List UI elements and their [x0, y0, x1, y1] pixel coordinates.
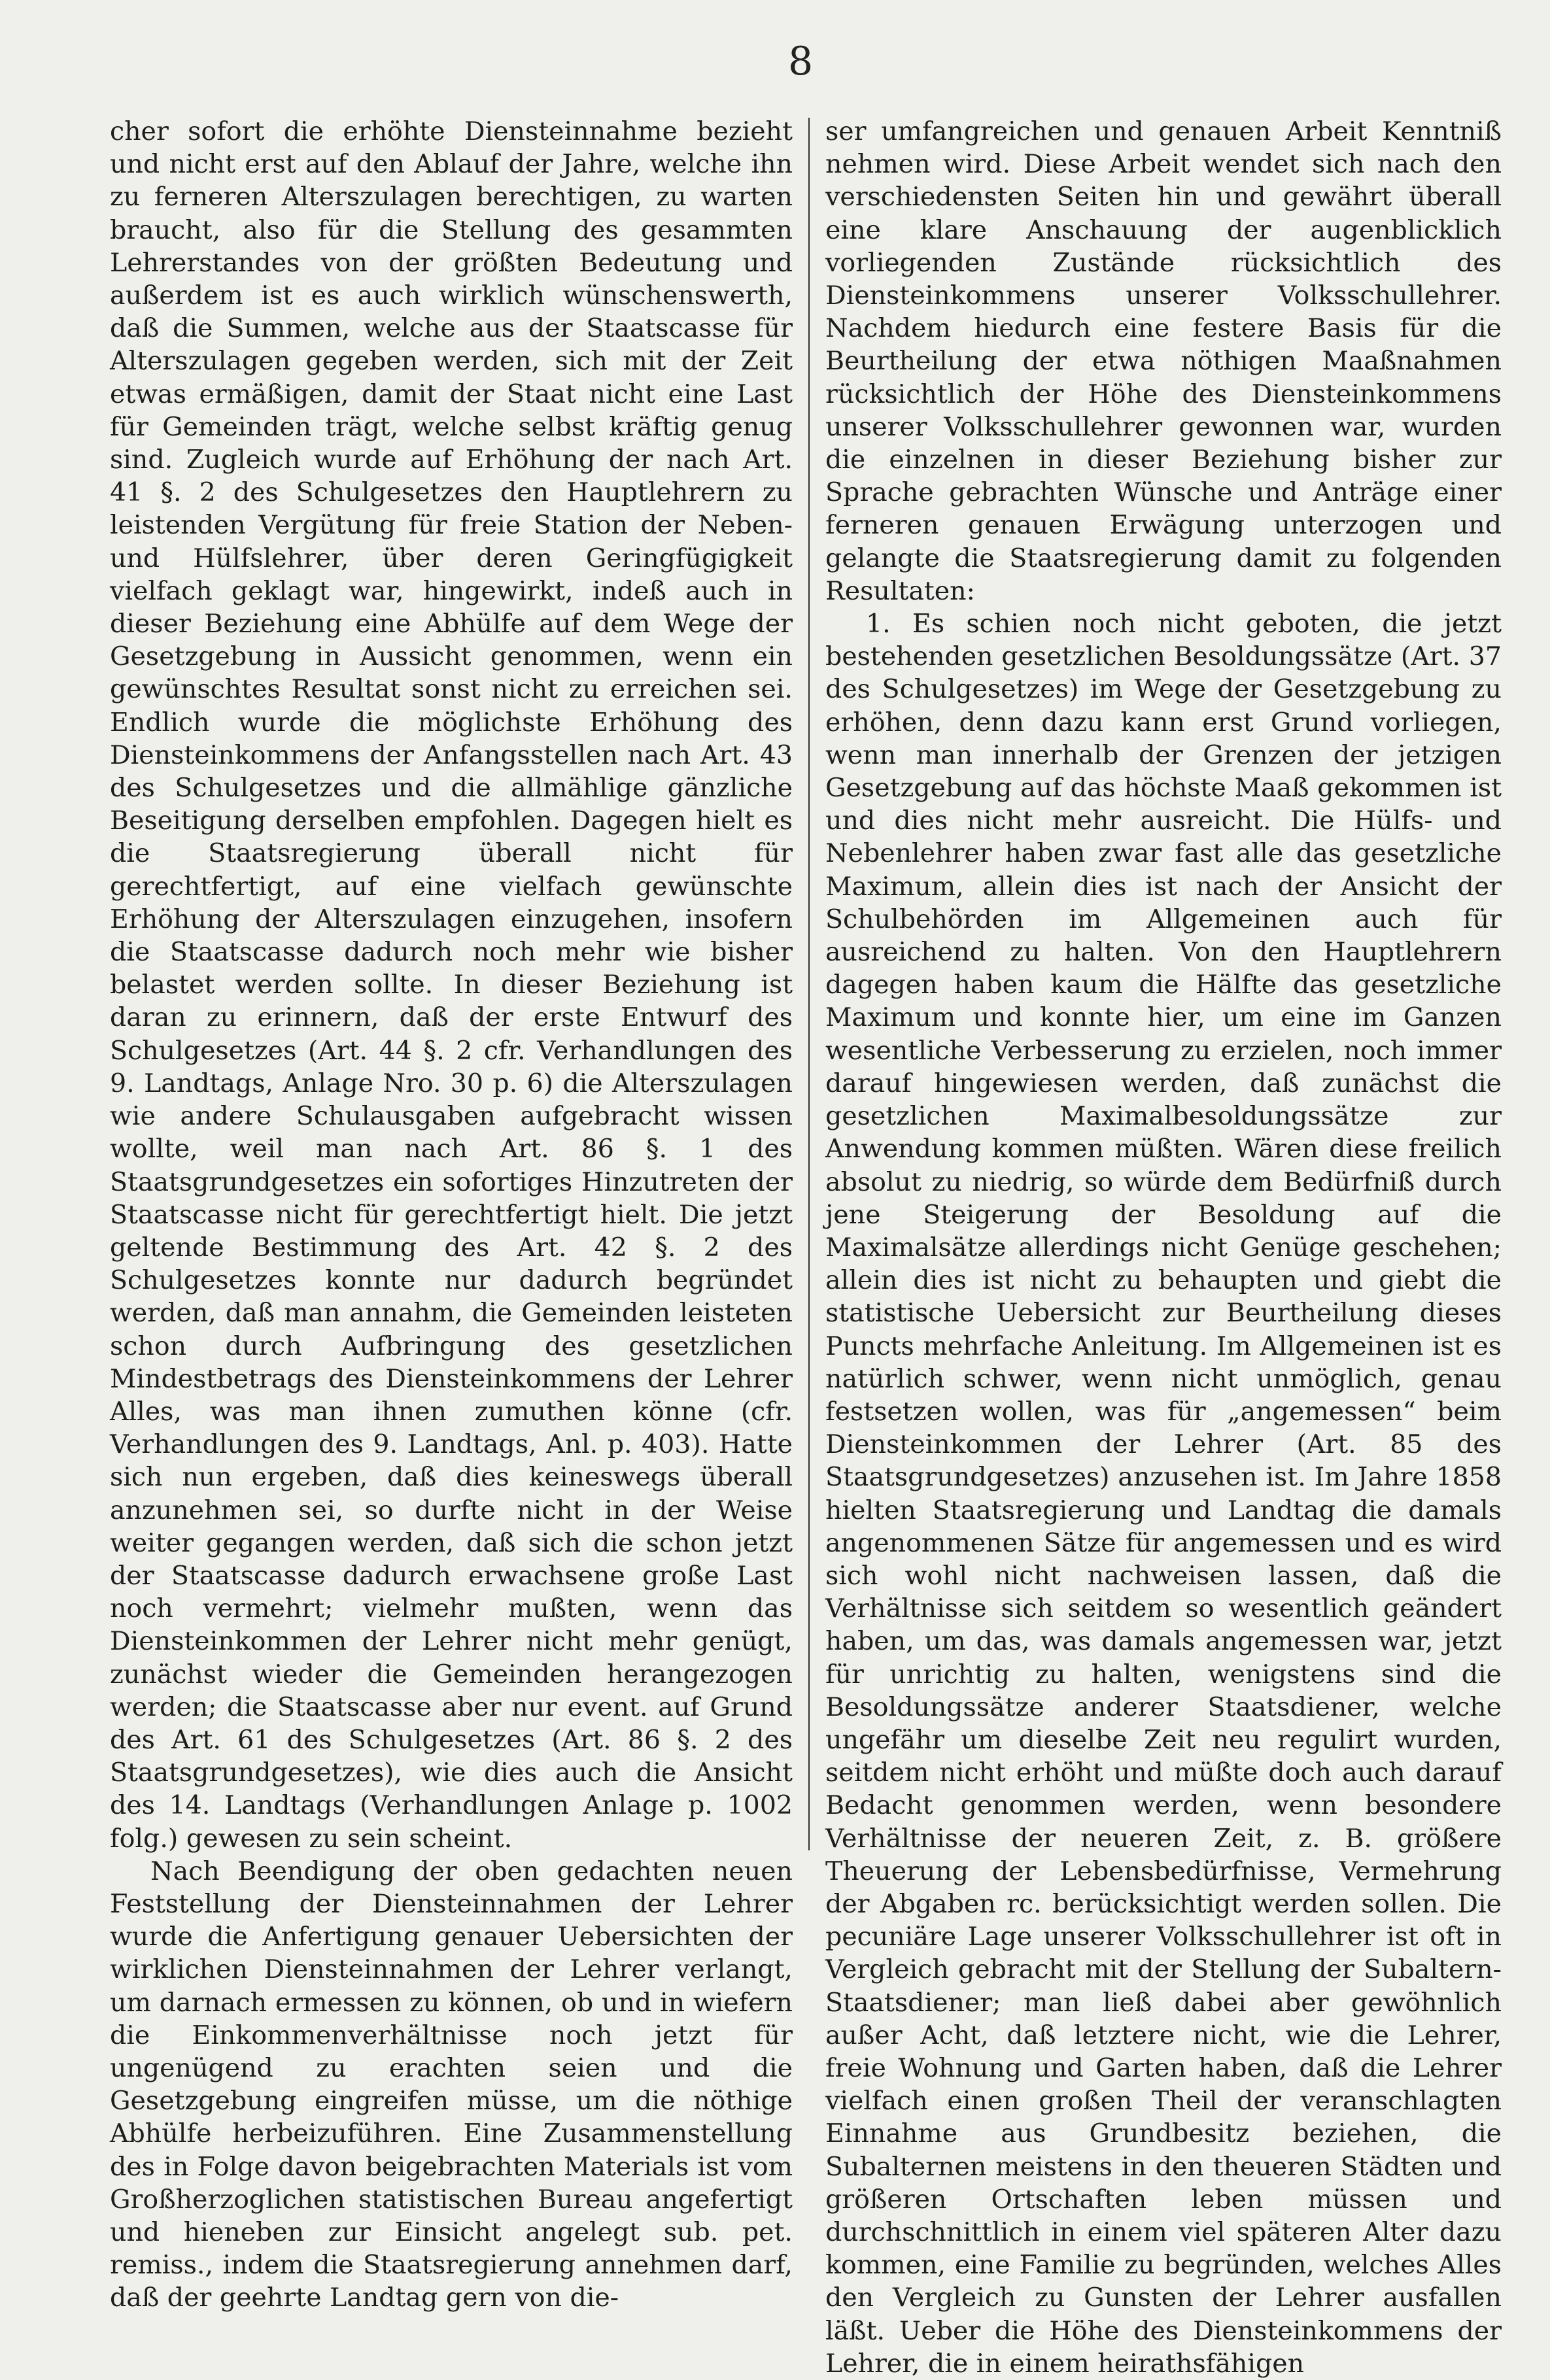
right-text-column [825, 115, 1502, 2379]
column-divider [808, 118, 810, 1850]
page-number: 8 [788, 39, 814, 84]
left-text-column [110, 115, 793, 2313]
paragraph: 1. Es schien noch nicht geboten, die jetzt bestehenden gesetzlichen Besoldungssätze (Art. 37 des Schulgesetzes) im Wege der Gesetzgebung zu erhöhen, denn dazu kann erst Grund vorliegen, wenn man innerhalb der Grenzen der jetzigen Gesetzgebung auf das höchste Maaß gekommen ist und dies nicht mehr ausreicht. Die Hülfs- und Nebenlehrer haben zwar fast alle das gesetzliche Maximum, allein dies ist nach der Ansicht der Schulbehörden im Allgemeinen auch für ausreichend zu halten. Von den Hauptlehrern dagegen haben kaum die Hälfte das gesetzliche Maximum und konnte hier, um eine im Ganzen wesentliche Verbesserung zu erzielen, noch immer darauf hingewiesen werden, daß zunächst die gesetzlichen Maximalbesoldungssätze zur Anwendung kommen müßten. Wären diese freilich absolut zu niedrig, so würde dem Bedürfniß durch jene Steigerung der Besoldung auf die Maximalsätze allerdings nicht Genüge geschehen; allein dies ist nicht zu behaupten und giebt die statistische Uebersicht zur Beurtheilung dieses Puncts mehrfache Anleitung. Im Allgemeinen ist es natürlich schwer, wenn nicht unmöglich, genau festsetzen wollen, was für „angemessen“ beim Diensteinkommen der Lehrer (Art. 85 des Staatsgrundgesetzes) anzusehen ist. Im Jahre 1858 hielten Staatsregierung und Landtag die damals angenommenen Sätze für angemessen und es wird sich wohl nicht nachweisen lassen, daß die Verhältnisse sich seitdem so wesentlich geändert haben, um das, was damals angemessen war, jetzt für unrichtig zu halten, wenigstens sind die Besoldungssätze anderer Staatsdiener, welche ungefähr um dieselbe Zeit neu regulirt wurden, seitdem nicht erhöht und müßte doch auch darauf Bedacht genommen werden, wenn besondere Verhältnisse der neueren Zeit, z. B. größere Theuerung der Lebensbedürfnisse, Vermehrung der Abgaben rc. berücksichtigt werden sollen. Die pecuniäre Lage unserer Volksschullehrer ist oft in Vergleich gebracht mit der Stellung der Subaltern-Staatsdiener; man ließ dabei aber gewöhnlich außer Acht, daß letztere nicht, wie die Lehrer, freie Wohnung und Garten haben, daß die Lehrer vielfach einen großen Theil der veranschlagten Einnahme aus Grundbesitz beziehen, die Subalternen meistens in den theueren Städten und größeren Ortschaften leben müssen und durchschnittlich in einem viel späteren Alter dazu kommen, eine Familie zu begründen, welches Alles den Vergleich zu Gunsten der Lehrer ausfallen läßt. Ueber die Höhe des Diensteinkommens der Lehrer, die in einem heirathsfähigen [825, 609, 1502, 2379]
paragraph: ser umfangreichen und genauen Arbeit Kenntniß nehmen wird. Diese Arbeit wendet sich nach den verschiedensten Seiten hin und gewährt überall eine klare Anschauung der augenblicklich vorliegenden Zustände rücksichtlich des Diensteinkommens unserer Volksschullehrer. Nachdem hiedurch eine festere Basis für die Beurtheilung der etwa nöthigen Maaßnahmen rücksichtlich der Höhe des Diensteinkommens unserer Volksschullehrer gewonnen war, wurden die einzelnen in dieser Beziehung bisher zur Sprache gebrachten Wünsche und Anträge einer ferneren genauen Erwägung unterzogen und gelangte die Staatsregierung damit zu folgenden Resultaten: [825, 116, 1502, 606]
paragraph: Nach Beendigung der oben gedachten neuen Feststellung der Diensteinnahmen der Lehrer wurde die Anfertigung genauer Uebersichten der wirklichen Diensteinnahmen der Lehrer verlangt, um darnach ermessen zu können, ob und in wiefern die Einkommenverhältnisse noch jetzt für ungenügend zu erachten seien und die Gesetzgebung eingreifen müsse, um die nöthige Abhülfe herbeizuführen. Eine Zusammenstellung des in Folge davon beigebrachten Materials ist vom Großherzoglichen statistischen Bureau angefertigt und hieneben zur Einsicht angelegt sub. pet. remiss., indem die Staatsregierung annehmen darf, daß der geehrte Landtag gern von die- [110, 1856, 793, 2313]
paragraph: cher sofort die erhöhte Diensteinnahme bezieht und nicht erst auf den Ablauf der Jahre, welche ihn zu ferneren Alterszulagen berechtigen, zu warten braucht, also für die Stellung des gesammten Lehrerstandes von der größten Bedeutung und außerdem ist es auch wirklich wünschenswerth, daß die Summen, welche aus der Staatscasse für Alterszulagen gegeben werden, sich mit der Zeit etwas ermäßigen, damit der Staat nicht eine Last für Gemeinden trägt, welche selbst kräftig genug sind. Zugleich wurde auf Erhöhung der nach Art. 41 §. 2 des Schulgesetzes den Hauptlehrern zu leistenden Vergütung für freie Station der Neben- und Hülfslehrer, über deren Geringfügigkeit vielfach geklagt war, hingewirkt, indeß auch in dieser Beziehung eine Abhülfe auf dem Wege der Gesetzgebung in Aussicht genommen, wenn ein gewünschtes Resultat sonst nicht zu erreichen sei. Endlich wurde die möglichste Erhöhung des Diensteinkommens der Anfangsstellen nach Art. 43 des Schulgesetzes und die allmählige gänzliche Beseitigung derselben empfohlen. Dagegen hielt es die Staatsregierung überall nicht für gerechtfertigt, auf eine vielfach gewünschte Erhöhung der Alterszulagen einzugehen, insofern die Staatscasse dadurch noch mehr wie bisher belastet werden sollte. In dieser Beziehung ist daran zu erinnern, daß der erste Entwurf des Schulgesetzes (Art. 44 §. 2 cfr. Verhandlungen des 9. Landtags, Anlage Nro. 30 p. 6) die Alterszulagen wie andere Schulausgaben aufgebracht wissen wollte, weil man nach Art. 86 §. 1 des Staatsgrundgesetzes ein sofortiges Hinzutreten der Staatscasse nicht für gerechtfertigt hielt. Die jetzt geltende Bestimmung des Art. 42 §. 2 des Schulgesetzes konnte nur dadurch begründet werden, daß man annahm, die Gemeinden leisteten schon durch Aufbringung des gesetzlichen Mindestbetrags des Diensteinkommens der Lehrer Alles, was man ihnen zumuthen könne (cfr. Verhandlungen des 9. Landtags, Anl. p. 403). Hatte sich nun ergeben, daß dies keineswegs überall anzunehmen sei, so durfte nicht in der Weise weiter gegangen werden, daß sich die schon jetzt der Staatscasse dadurch erwachsene große Last noch vermehrt; vielmehr mußten, wenn das Diensteinkommen der Lehrer nicht mehr genügt, zunächst wieder die Gemeinden herangezogen werden; die Staatscasse aber nur event. auf Grund des Art. 61 des Schulgesetzes (Art. 86 §. 2 des Staatsgrundgesetzes), wie dies auch die Ansicht des 14. Landtags (Verhandlungen Anlage p. 1002 folg.) gewesen zu sein scheint. [110, 116, 793, 1854]
